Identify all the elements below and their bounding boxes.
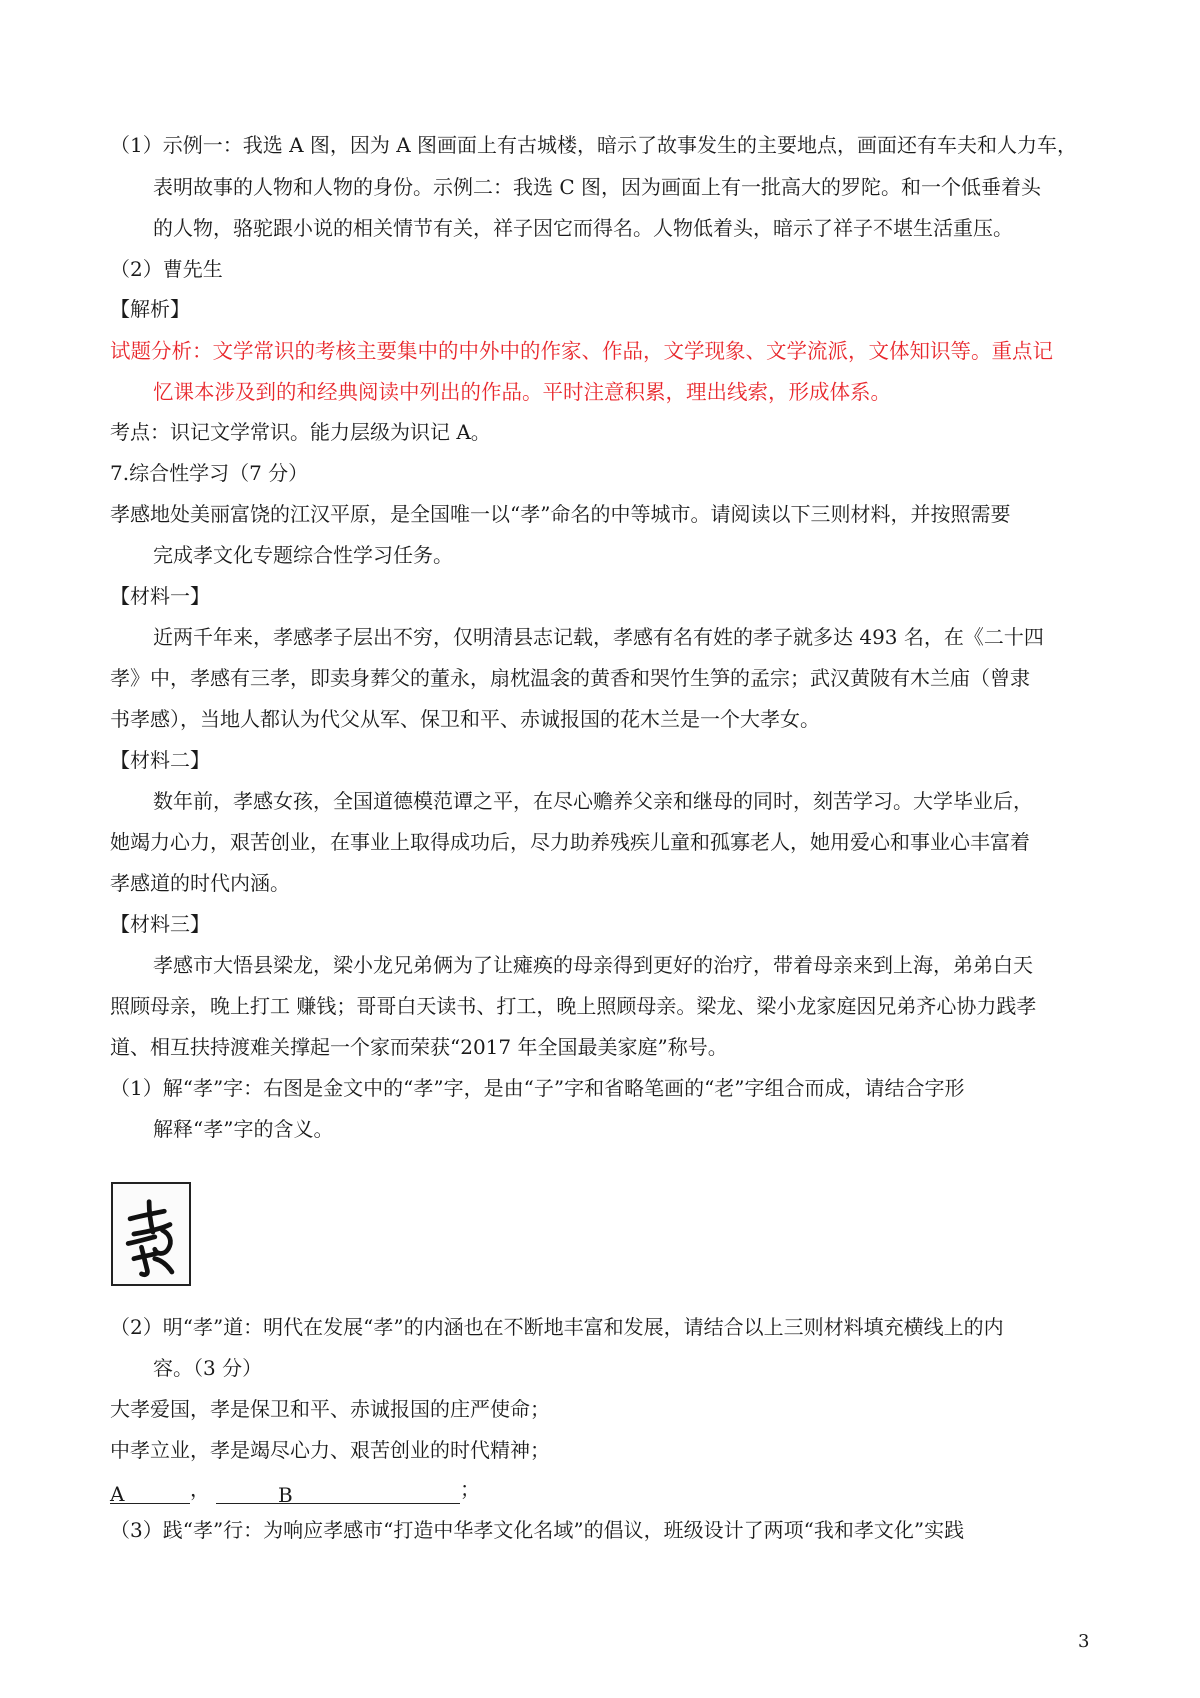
analysis-text-1: 试题分析：文学常识的考核主要集中的中外中的作家、作品，文学现象、文学流派，文体知识等。重点记 [110,339,1053,363]
bronze-script-xiao-character-image [111,1182,191,1286]
material-1-line-2: 孝》中，孝感有三孝，即卖身葬父的董永，扇枕温衾的黄香和哭竹生笋的孟宗；武汉黄陂有木兰庙（曾隶 [110,666,1030,690]
question-7-title: 7.综合性学习（7 分） [110,461,309,485]
material-3-line-3: 道、相互扶持渡难关撑起一个家而荣获“2017 年全国最美家庭”称号。 [110,1035,728,1059]
sub-question-2-line-2: 容。（3 分） [153,1356,263,1380]
material-2-line-3: 孝感道的时代内涵。 [110,871,290,895]
analysis-text-2: 忆课本涉及到的和经典阅读中列出的作品。平时注意积累，理出线索，形成体系。 [153,380,891,404]
answer-line-2: 表明故事的人物和人物的身份。示例二：我选 C 图，因为画面上有一批高大的罗陀。和一个低垂着头 [153,175,1042,199]
material-2-line-1: 数年前，孝感女孩，全国道德模范谭之平，在尽心赡养父亲和继母的同时，刻苦学习。大学毕业后， [153,789,1033,813]
answer-line-1: （1）示例一：我选 A 图，因为 A 图画面上有古城楼，暗示了故事发生的主要地点，画面还有车夫和人力车， [110,133,1078,157]
blank-semicolon: ； [460,1477,480,1501]
question-7-intro-2: 完成孝文化专题综合性学习任务。 [153,543,453,567]
material-1-line-1: 近两千年来，孝感孝子层出不穷，仅明清县志记载，孝感有名有姓的孝子就多达 493 名，在《二十四 [153,625,1044,649]
analysis-heading: 【解析】 [110,297,190,321]
blank-a[interactable] [110,1479,190,1504]
sub-question-1-line-2: 解释“孝”字的含义。 [153,1117,334,1141]
page-number: 3 [1078,1631,1090,1652]
fill-line-career: 中孝立业，孝是竭尽心力、艰苦创业的时代精神； [110,1438,550,1462]
material-2-line-2: 她竭力心力，艰苦创业，在事业上取得成功后，尽力助养残疾儿童和孤寡老人，她用爱心和事业心丰富着 [110,830,1030,854]
blank-comma: ， [190,1477,210,1501]
material-3-line-1: 孝感市大悟县梁龙，梁小龙兄弟俩为了让瘫痪的母亲得到更好的治疗，带着母亲来到上海，弟弟白天 [153,953,1033,977]
material-2-heading: 【材料二】 [110,748,210,772]
sub-question-3-line-1: （3）践“孝”行：为响应孝感市“打造中华孝文化名域”的倡议，班级设计了两项“我和孝文化”实践 [110,1518,965,1542]
answer-line-3: 的人物，骆驼跟小说的相关情节有关，祥子因它而得名。人物低着头，暗示了祥子不堪生活重压。 [153,216,1013,240]
fill-blanks-row [110,1474,480,1507]
knowledge-point: 考点：识记文学常识。能力层级为识记 A。 [110,420,491,444]
material-1-line-3: 书孝感），当地人都认为代父从军、保卫和平、赤诚报国的花木兰是一个大孝女。 [110,707,820,731]
sub-question-2-line-1: （2）明“孝”道：明代在发展“孝”的内涵也在不断地丰富和发展，请结合以上三则材料填充横线上的内 [110,1315,1004,1339]
blank-a-label: A [110,1482,125,1506]
material-3-line-2: 照顾母亲，晚上打工 赚钱；哥哥白天读书、打工，晚上照顾母亲。梁龙、梁小龙家庭因兄弟齐心协力践孝 [110,994,1037,1018]
answer-line-4: （2）曹先生 [110,257,223,281]
question-7-intro-1: 孝感地处美丽富饶的江汉平原，是全国唯一以“孝”命名的中等城市。请阅读以下三则材料，并按照需要 [110,502,1011,526]
sub-question-1-line-1: （1）解“孝”字：右图是金文中的“孝”字，是由“子”字和省略笔画的“老”字组合而成，请结合字形 [110,1076,965,1100]
blank-b-label: B [278,1483,293,1507]
material-3-heading: 【材料三】 [110,912,210,936]
fill-line-patriotism: 大孝爱国，孝是保卫和平、赤诚报国的庄严使命； [110,1397,550,1421]
material-1-heading: 【材料一】 [110,584,210,608]
blank-b[interactable] [216,1480,460,1507]
